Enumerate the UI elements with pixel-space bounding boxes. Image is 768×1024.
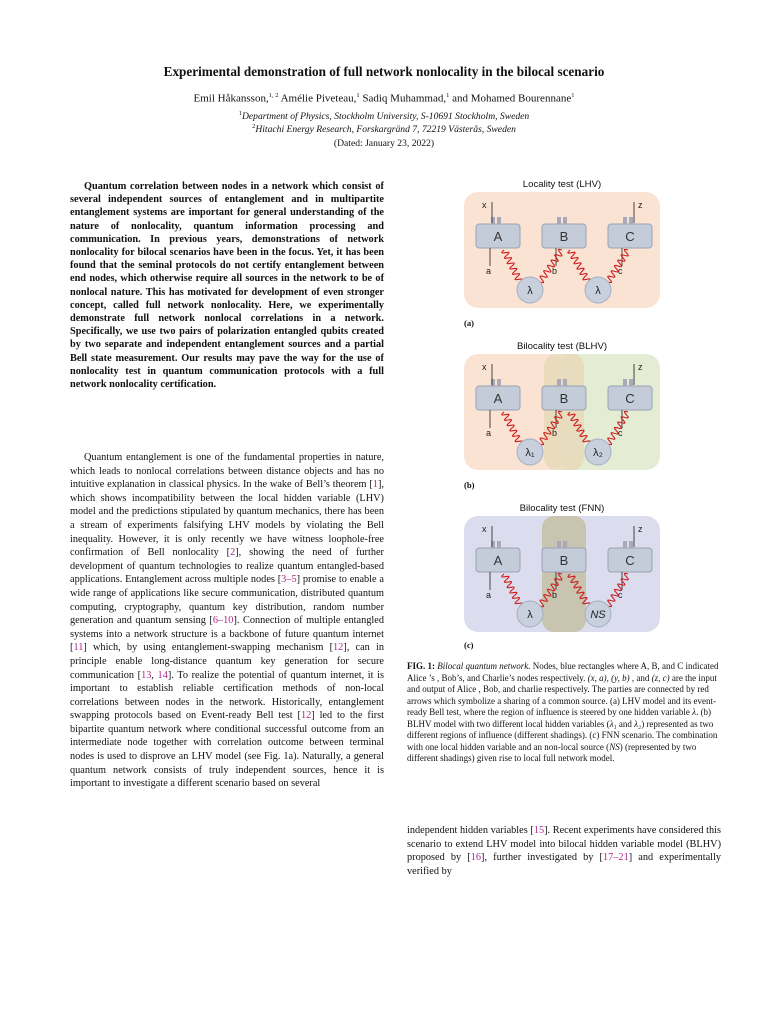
author-affiliation-mark: 1, 2 bbox=[268, 92, 279, 99]
node-label: C bbox=[625, 553, 635, 568]
affiliation-mark: 1 bbox=[238, 110, 242, 117]
paper-title: Experimental demonstration of full network nonlocality in the bilocal scenario bbox=[163, 64, 605, 79]
output-label: c bbox=[618, 266, 623, 276]
port-marker bbox=[629, 379, 633, 386]
node-label: A bbox=[493, 391, 503, 406]
nonlocal-region bbox=[542, 516, 586, 632]
panel-b-title: Bilocality test (BLHV) bbox=[516, 341, 608, 352]
panel-a-title: Locality test (LHV) bbox=[522, 179, 602, 190]
port-marker bbox=[563, 541, 567, 548]
affiliation-mark: 2 bbox=[252, 123, 256, 130]
date-line: (Dated: January 23, 2022) bbox=[333, 138, 435, 149]
affiliation-1 bbox=[0, 110, 768, 122]
node-label: B bbox=[559, 553, 569, 568]
source-label: λ bbox=[595, 285, 601, 297]
source-label: λ₂ bbox=[593, 447, 603, 459]
input-label: z bbox=[638, 362, 643, 372]
panel-c-title: Bilocality test (FNN) bbox=[519, 503, 605, 514]
overlap-region bbox=[544, 354, 584, 470]
port-marker bbox=[623, 541, 627, 548]
author-list bbox=[0, 92, 768, 105]
author-name: Emil Håkansson, bbox=[193, 92, 269, 105]
output-label: b bbox=[552, 428, 558, 438]
abstract: Quantum correlation between nodes in a network which consist of several independent sources of entanglement and in multipartite entanglement systems are important for general understanding of the nature of nonlocality, quantum information processing and communication. In previous years, demonstrations of network nonlocality for bilocal scenarios have been in the focus. Yet, it has been found that the seminal protocols do not certify entanglement between end nodes, which otherwise require all sources in the network to be of nonlocal nature. This has motivated for development of even stronger concept, called full network nonlocality. Here, we experimentally demonstrate full network nonlocal correlations in a network. Specifically, we use two pairs of polarization entangled qubits created by two separate and independent entanglement sources and a partial Bell state measurement. Our results may pave the way for the use of nonlocality test in quantum communication protocols with a full network nonlocality certification. bbox=[70, 181, 384, 391]
figure-caption: FIG. 1: Bilocal quantum network. Nodes, blue rectangles where A, B, and C indicated Alice ’s , Bob’s, and Charlie’s nodes respectively. (x, a), (y, b) , and (z, c) are the input and output of Alice , Bob, and charlie respectively. The parties are connected by red arrows which symbolize a sharing of a common source. (a) LHV model and its event-ready Bell test, where the region of influence is steered by one hidden variable λ. (b) BLHV model with two different local hidden variables (λ₁ and λ₂) represented as two different regions of influence (different shadings). (c) FNN scenario. The combination with one local hidden variable and an non-local source (NS) (represented by two different shadings) given rise to local full network model. bbox=[407, 661, 719, 763]
citation-link[interactable]: 14 bbox=[157, 669, 168, 681]
output-label: b bbox=[552, 266, 558, 276]
input-label: x bbox=[482, 362, 487, 372]
author-affiliation-mark: 1 bbox=[356, 92, 360, 99]
affiliation-2 bbox=[0, 123, 768, 135]
affiliation-text: Department of Physics, Stockholm University, S-10691 Stockholm, Sweden bbox=[242, 111, 530, 123]
output-label: a bbox=[486, 590, 492, 600]
citation-link[interactable]: 1 bbox=[372, 479, 378, 491]
port-marker bbox=[623, 217, 627, 224]
citation-link[interactable]: 12 bbox=[300, 710, 312, 722]
input-label: x bbox=[482, 524, 487, 534]
citation-link[interactable]: 6–10 bbox=[212, 615, 234, 627]
input-label: x bbox=[482, 200, 487, 210]
input-label: z bbox=[638, 524, 643, 534]
port-marker bbox=[497, 217, 501, 224]
author-name: and Mohamed Bourennane bbox=[449, 92, 572, 105]
author-affiliation-mark: 1 bbox=[571, 92, 575, 99]
citation-link[interactable]: 16 bbox=[470, 852, 482, 864]
panel-c-diagram bbox=[462, 514, 662, 634]
source-label: λ bbox=[527, 609, 533, 621]
citation-link[interactable]: 15 bbox=[533, 825, 545, 836]
source-label: NS bbox=[590, 609, 606, 621]
citation-link[interactable]: 17–21 bbox=[602, 852, 629, 864]
citation-link[interactable]: 12 bbox=[333, 642, 344, 654]
source-label: λ₁ bbox=[525, 447, 535, 459]
citation-link[interactable]: 2 bbox=[230, 547, 236, 559]
citation-link[interactable]: 11 bbox=[73, 642, 84, 654]
panel-a-label: (a) bbox=[464, 318, 475, 328]
output-label: c bbox=[618, 428, 623, 438]
panel-c-label: (c) bbox=[464, 640, 474, 650]
panel-a-diagram bbox=[462, 190, 662, 310]
port-marker bbox=[629, 541, 633, 548]
port-marker bbox=[629, 217, 633, 224]
port-marker bbox=[623, 379, 627, 386]
author-affiliation-mark: 1 bbox=[446, 92, 450, 99]
port-marker bbox=[557, 379, 561, 386]
intro-paragraph: Quantum entanglement is one of the fundamental properties in nature, which leads to nonlocal correlations between distance objects and has no intuitive explanation in classical physics. In the wake of Bell’s theorem [1], which shows incompatibility between the local hidden variable (LHV) model and the predictions stipulated by quantum mechanics, there has been a stream of experiments falsifying LHV models by violating the Bell inequality. However, it is only recently we have witness loophole-free confirmation of Bell nonlocality [2], showing the need of further development of quantum technologies to realize quantum entangled-based applications. Entanglement across multiple nodes [3–5] promise to enable a wide range of applications like secure communication, distributed quantum computing, cryptography, quantum key distribution, random number generation and quantum sensing [6–10]. Connection of multiple entangled systems into a network structure is a backbone of future quantum internet [11] which, by using entanglement-swapping mechanism [12], can in principle enable long-distance quantum key generation for secure communication [13, 14]. To realize the potential of quantum internet, it is important to establish reliable certification methods of non-local correlations between nodes in the network. Historically, entanglement swapping protocols based on Event-ready Bell test [12] led to the first bipartite quantum network where conditional successful outcome from an intermediate node together with correlation outcome between terminal nodes is used to disprove an LHV model (see Fig. 1a). Naturally, a general quantum network consists of truly independent sources, hence it is important to investigate a different scenario based on several bbox=[70, 452, 384, 790]
caption-label: FIG. 1: bbox=[407, 661, 435, 671]
port-marker bbox=[557, 541, 561, 548]
node-label: B bbox=[559, 229, 569, 244]
panel-b-label: (b) bbox=[464, 480, 475, 490]
node-label: B bbox=[559, 391, 569, 406]
node-label: C bbox=[625, 391, 635, 406]
node-label: A bbox=[493, 553, 503, 568]
author-name: Sadiq Muhammad, bbox=[359, 92, 447, 105]
port-marker bbox=[497, 379, 501, 386]
port-marker bbox=[563, 217, 567, 224]
caption-title: Bilocal quantum network. bbox=[437, 661, 531, 671]
node-label: A bbox=[493, 229, 503, 244]
input-label: z bbox=[638, 200, 643, 210]
port-marker bbox=[497, 541, 501, 548]
citation-link[interactable]: 13 bbox=[141, 669, 152, 681]
author-name: Amélie Piveteau, bbox=[278, 92, 357, 105]
output-label: b bbox=[552, 590, 558, 600]
source-label: λ bbox=[527, 285, 533, 297]
output-label: c bbox=[618, 590, 623, 600]
output-label: a bbox=[486, 266, 492, 276]
affiliation-text: Hitachi Energy Research, Forskargränd 7, 72219 Västerås, Sweden bbox=[255, 124, 516, 136]
port-marker bbox=[557, 217, 561, 224]
output-label: a bbox=[486, 428, 492, 438]
port-marker bbox=[563, 379, 567, 386]
citation-link[interactable]: 3–5 bbox=[281, 574, 297, 586]
panel-b-diagram bbox=[462, 352, 662, 472]
body-paragraph: independent hidden variables [15]. Recent experiments have considered this scenario to extend LHV model into bilocal hidden variable model (BLHV) proposed by [16], further investigated by [17–21] and experimentally verified by bbox=[407, 825, 722, 877]
node-label: C bbox=[625, 229, 635, 244]
